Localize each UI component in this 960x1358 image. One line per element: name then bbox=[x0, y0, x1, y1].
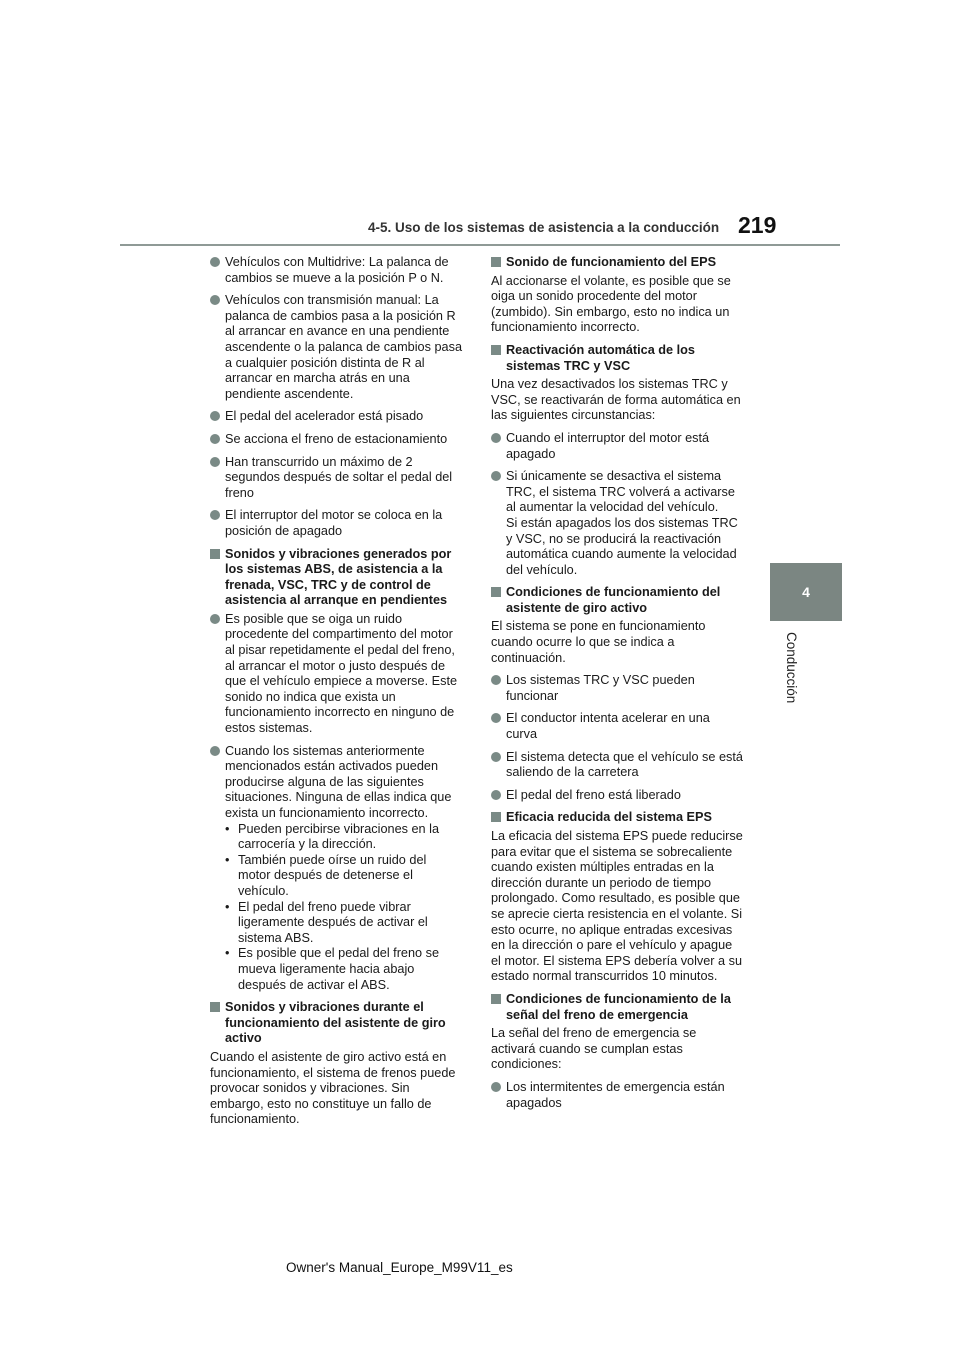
section-heading: Condiciones de funcionamiento del asistente de giro activo bbox=[491, 585, 743, 616]
sub-list-item: • El pedal del freno puede vibrar ligeramente después de activar el sistema ABS. bbox=[225, 900, 462, 947]
chapter-label: Conducción bbox=[784, 632, 799, 704]
circle-bullet-icon bbox=[491, 675, 501, 685]
list-item: Se acciona el freno de estacionamiento bbox=[210, 432, 462, 448]
list-item: Vehículos con transmisión manual: La palanca de cambios pasa a la posición R al arrancar en avance en una pendiente ascendente o la palanca de cambios pasa a cualquier posición distinta de R al arrancar en marcha atrás en una pendiente ascendente. bbox=[210, 293, 462, 402]
list-item: Los sistemas TRC y VSC pueden funcionar bbox=[491, 673, 743, 704]
circle-bullet-icon bbox=[210, 746, 220, 756]
list-item: Han transcurrido un máximo de 2 segundos después de soltar el pedal del freno bbox=[210, 455, 462, 502]
sub-list-item: • Es posible que el pedal del freno se mueva ligeramente hacia abajo después de activar el ABS. bbox=[225, 946, 462, 993]
sub-list-item: • Pueden percibirse vibraciones en la carrocería y la dirección. bbox=[225, 822, 462, 853]
sub-list bbox=[225, 822, 462, 994]
circle-bullet-icon bbox=[210, 457, 220, 467]
circle-bullet-icon bbox=[210, 411, 220, 421]
square-bullet-icon bbox=[491, 587, 501, 597]
square-bullet-icon bbox=[210, 1002, 220, 1012]
circle-bullet-icon bbox=[491, 752, 501, 762]
page-footer: Owner's Manual_Europe_M99V11_es bbox=[286, 1260, 513, 1275]
square-bullet-icon bbox=[210, 549, 220, 559]
circle-bullet-icon bbox=[491, 1082, 501, 1092]
list-item: Es posible que se oiga un ruido procedente del compartimento del motor al pisar repetidamente el pedal del freno, al arrancar el motor o justo después de que el vehículo empiece a moverse. Este sonido no indica que exista un funcionamiento incorrecto en ninguno de estos sistemas. bbox=[210, 612, 462, 737]
section-heading: Sonidos y vibraciones generados por los sistemas ABS, de asistencia a la frenada, VSC, TRC y de control de asistencia al arranque en pendientes bbox=[210, 547, 462, 609]
paragraph: Cuando el asistente de giro activo está en funcionamiento, el sistema de frenos puede provocar sonidos y vibraciones. Sin embargo, esto no constituye un fallo de funcionamiento. bbox=[210, 1049, 456, 1127]
list-item: El pedal del acelerador está pisado bbox=[210, 409, 462, 425]
list-item: Cuando el interruptor del motor está apagado bbox=[491, 431, 743, 462]
left-column bbox=[210, 255, 462, 1135]
list-item: El conductor intenta acelerar en una curva bbox=[491, 711, 743, 742]
list-item: El interruptor del motor se coloca en la posición de apagado bbox=[210, 508, 462, 539]
square-bullet-icon bbox=[491, 345, 501, 355]
list-item: Vehículos con Multidrive: La palanca de cambios se mueve a la posición P o N. bbox=[210, 255, 462, 286]
list-item: Si únicamente se desactiva el sistema TRC, el sistema TRC volverá a activarse al aumentar la velocidad del vehículo. Si están apagados los dos sistemas TRC y VSC, no se producirá la reactivación automática cuando aumente la velocidad del vehículo. bbox=[491, 469, 743, 578]
section-heading: Sonidos y vibraciones durante el funcionamiento del asistente de giro activo bbox=[210, 1000, 462, 1047]
circle-bullet-icon bbox=[210, 434, 220, 444]
list-item: El sistema detecta que el vehículo se está saliendo de la carretera bbox=[491, 750, 743, 781]
paragraph: Una vez desactivados los sistemas TRC y VSC, se reactivarán de forma automática en las siguientes circunstancias: bbox=[491, 377, 741, 423]
list-item: Cuando los sistemas anteriormente mencionados están activados pueden producirse alguna de las siguientes situaciones. Ninguna de ellas indica que exista un funcionamiento incorrecto. • Pueden percibirse vibraciones en la carrocería y la dirección. • También puede oírse un ruido del motor después de detenerse el vehículo. • El pedal del freno puede vibrar ligeramente después de activar el sistema ABS. • Es posible que el pedal del freno se mueva ligeramente hacia abajo después de activar el ABS. bbox=[210, 744, 462, 994]
list-item: Los intermitentes de emergencia están apagados bbox=[491, 1080, 743, 1111]
section-heading: Reactivación automática de los sistemas TRC y VSC bbox=[491, 343, 743, 374]
paragraph: El sistema se pone en funcionamiento cuando ocurre lo que se indica a continuación. bbox=[491, 619, 706, 665]
circle-bullet-icon bbox=[210, 295, 220, 305]
square-bullet-icon bbox=[491, 257, 501, 267]
circle-bullet-icon bbox=[210, 257, 220, 267]
section-heading: Condiciones de funcionamiento de la señal del freno de emergencia bbox=[491, 992, 743, 1023]
section-heading: Eficacia reducida del sistema EPS bbox=[491, 810, 743, 826]
header-divider bbox=[120, 244, 840, 246]
chapter-tab: 4 bbox=[770, 563, 842, 621]
circle-bullet-icon bbox=[491, 713, 501, 723]
list-item: El pedal del freno está liberado bbox=[491, 788, 743, 804]
square-bullet-icon bbox=[491, 994, 501, 1004]
square-bullet-icon bbox=[491, 812, 501, 822]
section-title: 4-5. Uso de los sistemas de asistencia a la conducción bbox=[368, 220, 720, 235]
circle-bullet-icon bbox=[210, 614, 220, 624]
circle-bullet-icon bbox=[210, 510, 220, 520]
circle-bullet-icon bbox=[491, 471, 501, 481]
paragraph: La eficacia del sistema EPS puede reducirse para evitar que el sistema se sobrecaliente cuando existen múltiples entradas en la dirección durante un periodo de tiempo prolongado. Como resultado, es posible que se aprecie cierta resistencia en el volante. Si esto ocurre, no aplique entradas excesivas en la dirección o pare el vehículo y apague el motor. El sistema EPS debería volver a su estado normal transcurridos 10 minutos. bbox=[491, 829, 743, 984]
paragraph: Al accionarse el volante, es posible que se oiga un sonido procedente del motor (zumbido). Sin embargo, esto no indica un funcionamiento incorrecto. bbox=[491, 273, 731, 335]
circle-bullet-icon bbox=[491, 790, 501, 800]
circle-bullet-icon bbox=[491, 433, 501, 443]
page-number: 219 bbox=[738, 212, 777, 238]
paragraph: La señal del freno de emergencia se activará cuando se cumplan estas condiciones: bbox=[491, 1026, 697, 1072]
right-column bbox=[491, 255, 743, 1118]
sub-list-item: • También puede oírse un ruido del motor después de detenerse el vehículo. bbox=[225, 853, 462, 900]
section-heading: Sonido de funcionamiento del EPS bbox=[491, 255, 743, 271]
